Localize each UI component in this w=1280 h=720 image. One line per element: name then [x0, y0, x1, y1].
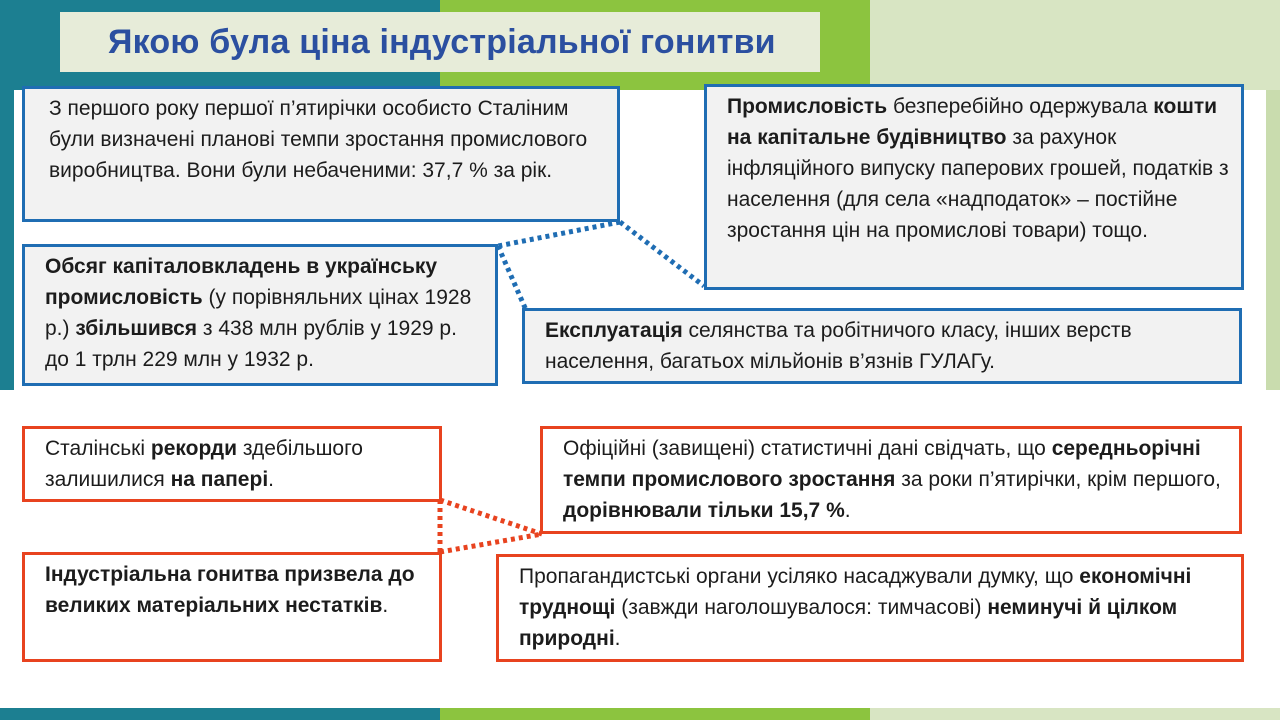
investment-text-2: з 438 млн рублів у 1929 р. до 1 трлн 229 млн у 1932 р.	[45, 317, 457, 371]
exploitation-box	[522, 308, 1242, 384]
shortages-box	[22, 552, 442, 662]
red-connector-shortages-statistics	[440, 534, 542, 552]
industry-bold-2: кошти на капітальне будівництво	[727, 95, 1218, 149]
propaganda-bold-1: економічні труднощі	[519, 565, 1192, 619]
records-bold-2: на папері	[170, 468, 269, 491]
industry-bold-1: Промисловість	[727, 95, 888, 118]
industry-text-1: безперебійно одержувала	[887, 95, 1154, 118]
exploitation-bold: Експлуатація	[545, 319, 683, 342]
plan-box	[22, 86, 620, 222]
statistics-bold-2: дорівнювали тільки 15,7 %	[563, 499, 845, 522]
red-connector-records-statistics	[440, 500, 542, 534]
blue-connector-plan-industry	[620, 222, 704, 286]
shortages-bold: Індустріальна гонитва призвела до великих матеріальних нестатків	[45, 563, 415, 617]
investment-box	[22, 244, 498, 386]
propaganda-text-1: Пропагандистські органи усіляко насаджували думку, що	[519, 565, 1080, 588]
statistics-box	[540, 426, 1242, 534]
plan-text: З першого року першої п’ятирічки особисто Сталіним були визначені планові темпи зростання промислового виробництва. Вони були небаченими: 37,7 % за рік.	[49, 97, 588, 182]
shortages-text: .	[382, 594, 389, 617]
records-text-3: .	[268, 468, 274, 491]
statistics-text-2: за роки п’ятирічки, крім першого,	[895, 468, 1221, 491]
propaganda-text-3: .	[614, 627, 621, 650]
records-text-1: Сталінські	[45, 437, 151, 460]
industry-funding-box	[704, 84, 1244, 290]
investment-bold-2: збільшився	[75, 317, 198, 340]
exploitation-text: селянства та робітничого класу, інших верств населення, багатьох мільйонів в’язнів ГУЛАГу.	[545, 319, 1132, 373]
statistics-text-1: Офіційні (завищені) статистичні дані свідчать, що	[563, 437, 1052, 460]
statistics-text-3: .	[844, 499, 851, 522]
investment-text-1: (у порівняльних цінах 1928 р.)	[45, 286, 472, 340]
records-box	[22, 426, 442, 502]
slide-title: Якою була ціна індустріальної гонитви	[60, 12, 820, 72]
propaganda-box	[496, 554, 1244, 662]
statistics-bold-1: середньорічні темпи промислового зростання	[563, 437, 1201, 491]
propaganda-text-2: (завжди наголошувалося: тимчасові)	[615, 596, 988, 619]
records-text-2: здебільшого залишилися	[45, 437, 363, 491]
records-bold-1: рекорди	[150, 437, 237, 460]
blue-connector-investment-exploitation	[498, 246, 526, 310]
propaganda-bold-2: неминучі й цілком природні	[519, 596, 1178, 650]
investment-bold-1: Обсяг капіталовкладень в українську промисловість	[45, 255, 438, 309]
blue-connector-plan-investment	[498, 222, 620, 246]
industry-text-2: за рахунок інфляційного випуску паперових грошей, податків з населення (для села «надподаток» – постійне зростання цін на промислові товари) тощо.	[727, 126, 1229, 242]
